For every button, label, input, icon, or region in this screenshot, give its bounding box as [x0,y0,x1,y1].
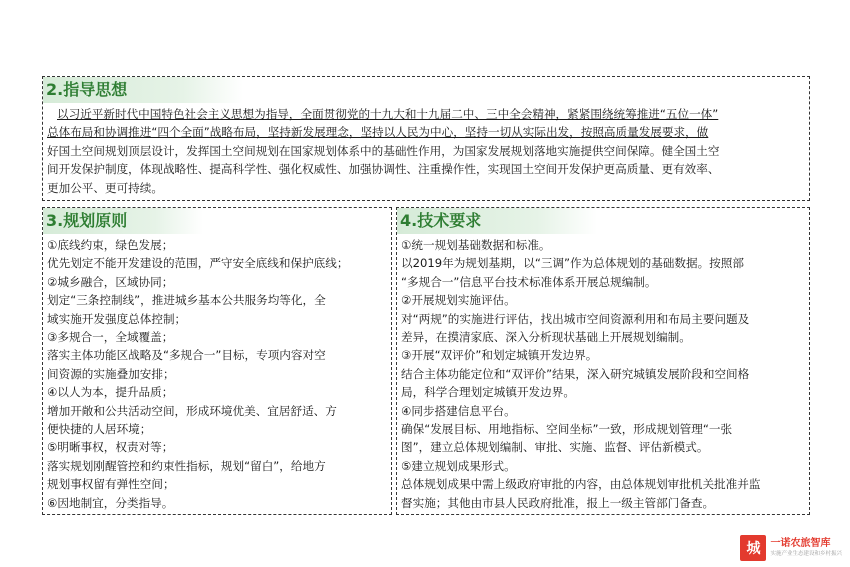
tech-line: ②开展规划实施评估。 [401,293,516,308]
guide-line: 以习近平新时代中国特色社会主义思想为指导，全面贯彻党的十九大和十九届二中、三中全会精神，紧紧围绕统筹推进“五位一体” [57,107,719,121]
tech-section [396,207,810,515]
tech-line: ⑤建立规划成果形式。 [401,458,516,473]
principles-line: 间资源的实施叠加安排； [47,366,175,381]
tech-body [401,236,805,512]
guide-line: 总体布局和协调推进“四个全面”战略布局，坚持新发展理念，坚持以人民为中心，坚持一切从实际出发，按照高质量发展要求，做 [47,125,709,140]
tech-line: ①统一规划基础数据和标准。 [401,238,551,252]
guide-line: 好国土空间规划顶层设计，发挥国土空间规划在国家规划体系中的基础性作用，为国家发展规划落地实施提供空间保障。健全国土空 [47,143,720,158]
tech-line: 确保“发展目标、用地指标、空间坐标”一致，形成规划管理“一张 [401,422,733,437]
guide-line: 间开发保护制度，体现战略性、提高科学性、强化权威性、加强协调性、注重操作性，实现国土空间开发保护更高质量、更有效率、 [47,162,720,177]
principles-line: 域实施开发强度总体控制； [47,311,187,326]
principles-line: 规划事权留有弹性空间； [47,477,175,492]
tech-title: 4.技术要求 [397,208,597,234]
tech-line: 差异，在摸清家底、深入分析现状基础上开展规划编制。 [401,330,691,345]
tech-line: ③开展“双评价”和划定城镇开发边界。 [401,348,598,363]
tech-line: “多规合一”信息平台技术标准体系开展总规编制。 [401,274,657,289]
principles-line: 优先划定不能开发建设的范围，严守安全底线和保护底线； [47,256,349,271]
tech-line: 图”，建立总体规划编制、审批、实施、监督、评估新模式。 [401,440,709,455]
principles-body [47,236,387,512]
logo-slogan: 实施产业生态建设和乡村振兴 [770,550,842,557]
tech-line: ④同步搭建信息平台。 [401,403,516,418]
brand-logo [740,535,842,561]
tech-line: 结合主体功能定位和“双评价”结果，深入研究城镇发展阶段和空间格 [401,366,750,381]
tech-line: 局，科学合理划定城镇开发边界。 [401,385,575,400]
principles-line: 便快捷的人居环境； [47,422,152,437]
tech-line: 对“两规”的实施进行评估，找出城市空间资源利用和布局主要问题及 [401,311,750,326]
principles-line: ②城乡融合，区域协同； [47,274,174,289]
principles-line: ③多规合一，全域覆盖； [47,330,174,345]
tech-line: 总体规划成果中需上级政府审批的内容，由总体规划审批机关批准并监 [401,477,761,492]
guide-line: 更加公平、更可持续。 [47,180,163,195]
guide-body [47,105,805,197]
principles-title: 3.规划原则 [43,208,203,234]
logo-name: 一诺农旅智库 [770,537,831,549]
principles-line: 增加开敞和公共活动空间，形成环境优美、宜居舒适、方 [47,403,337,418]
tech-line: 督实施；其他由市县人民政府批准，报上一级主管部门备查。 [401,495,715,510]
principles-line: 落实主体功能区战略及“多规合一”目标，专项内容对空 [47,348,326,363]
principles-line: ④以人为本，提升品质； [47,385,174,400]
guide-title: 2.指导思想 [43,77,243,103]
principles-section [42,207,392,515]
guide-section [42,76,810,201]
principles-line: ①底线约束，绿色发展； [47,238,174,252]
logo-mark-icon: 城 [740,535,766,561]
principles-line: ⑤明晰事权，权责对等； [47,440,174,455]
principles-line: 落实规划刚醒管控和约束性指标，规划“留白”，给地方 [47,458,326,473]
principles-line: 划定“三条控制线”，推进城乡基本公共服务均等化，全 [47,293,326,308]
principles-line: ⑥因地制宜，分类指导。 [47,495,174,510]
tech-line: 以2019年为规划基期，以“三调”作为总体规划的基础数据。按照部 [401,256,744,271]
